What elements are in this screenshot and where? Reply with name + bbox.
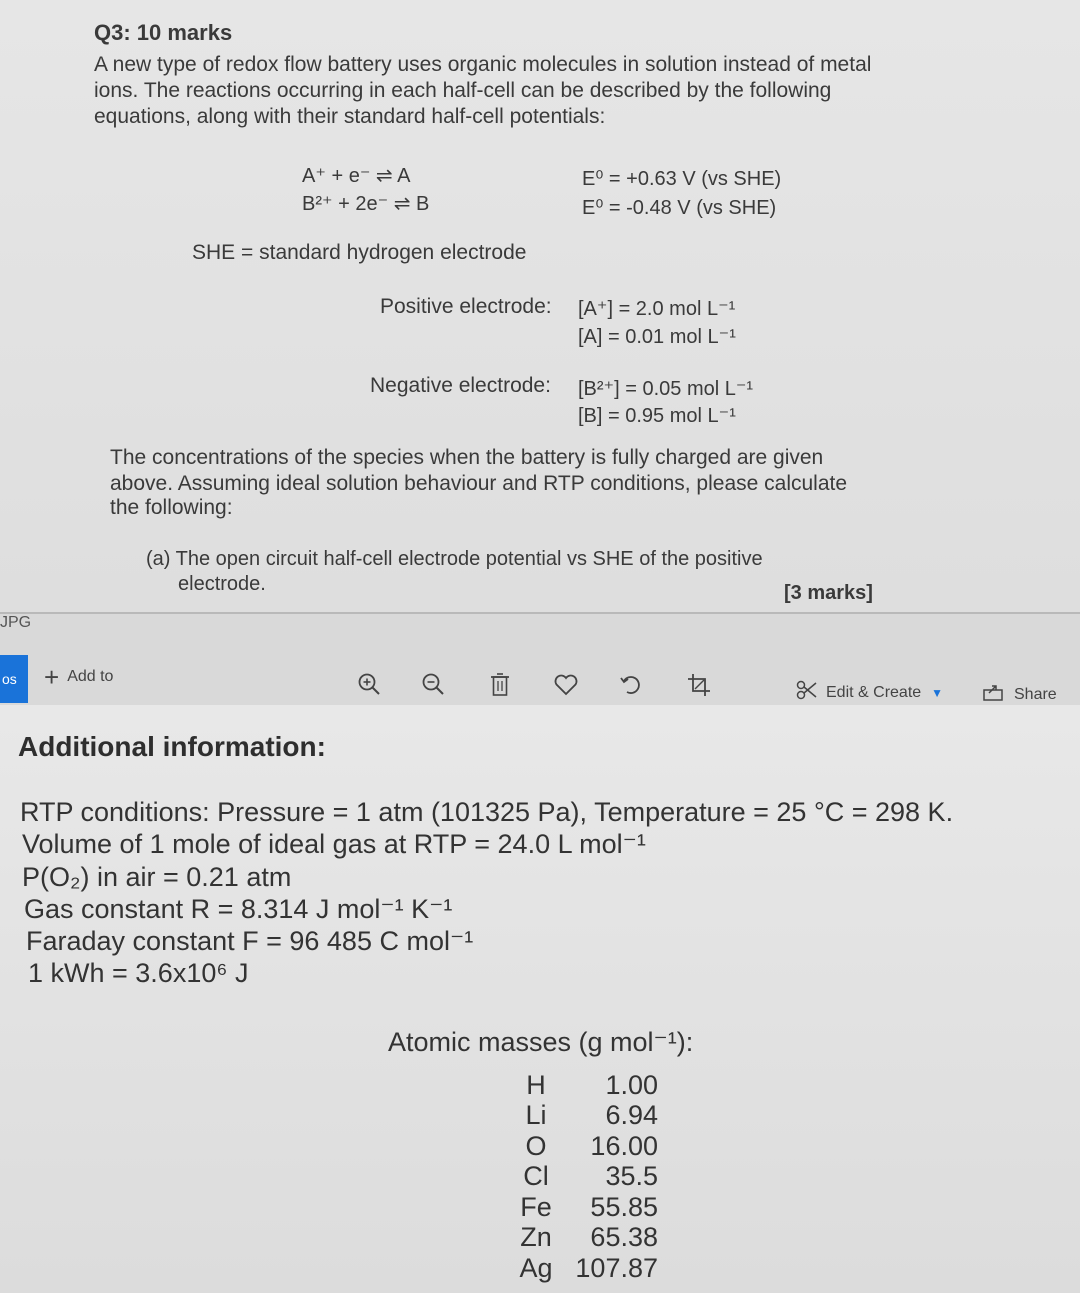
negative-electrode-label: Negative electrode: [370,374,551,397]
crop-icon[interactable] [686,672,712,698]
part-a-line2: electrode. [178,573,266,595]
element-mass: 6.94 [605,1100,658,1131]
delete-icon[interactable] [488,672,512,698]
additional-info-panel [0,705,1080,1293]
info-line-volume: Volume of 1 mole of ideal gas at RTP = 24.0 L mol⁻¹ [22,829,646,859]
info-line-faraday: Faraday constant F = 96 485 C mol⁻¹ [26,926,474,956]
positive-conc-a-plus: [A⁺] = 2.0 mol L⁻¹ [578,298,736,320]
mass-row [510,1253,658,1284]
mass-row [510,1070,658,1101]
image-viewer-toolbar [0,655,1080,705]
info-line-po2: P(O₂) in air = 0.21 atm [22,862,292,892]
element-symbol: Ag [519,1252,553,1283]
element-mass: 55.85 [590,1191,658,1222]
mass-row [510,1131,658,1162]
zoom-in-icon[interactable] [356,671,382,697]
element-symbol: H [526,1069,546,1100]
mass-row [510,1162,658,1193]
negative-conc-b: [B] = 0.95 mol L⁻¹ [578,405,736,427]
element-mass: 65.38 [590,1222,658,1253]
mass-row [510,1101,658,1132]
document-panel [0,0,1080,612]
info-line-gas-constant: Gas constant R = 8.314 J mol⁻¹ K⁻¹ [24,894,453,924]
edit-create-label: Edit & Create [826,683,922,701]
left-tab[interactable]: os [0,655,28,703]
share-button[interactable] [982,682,1057,707]
part-a-line1: (a) The open circuit half-cell electrode potential vs SHE of the positive [146,548,763,570]
element-symbol: Cl [523,1161,549,1192]
element-symbol: O [525,1130,547,1161]
she-definition: SHE = standard hydrogen electrode [192,241,527,264]
add-to-label: Add to [67,668,114,685]
positive-electrode-label: Positive electrode: [380,295,552,318]
question-title: Q3: 10 marks [94,20,233,45]
element-mass: 107.87 [575,1252,658,1283]
atomic-masses-title: Atomic masses (g mol⁻¹): [388,1027,694,1057]
plus-icon: + [44,662,60,692]
atomic-masses-table [510,1070,658,1284]
element-mass: 16.00 [590,1130,658,1161]
edit-create-icon [796,680,818,705]
concentrations-text-3: the following: [110,496,233,519]
element-symbol: Zn [520,1222,552,1253]
edit-create-button[interactable] [796,680,943,705]
add-to-button[interactable] [44,662,114,692]
share-icon [982,682,1004,707]
positive-conc-a: [A] = 0.01 mol L⁻¹ [578,326,736,348]
mass-row [510,1192,658,1223]
reaction-a: A⁺ + e⁻ ⇌ A [302,165,411,187]
file-type-label: JPG [0,614,32,631]
negative-conc-b2-plus: [B²⁺] = 0.05 mol L⁻¹ [578,378,754,400]
potential-b: E⁰ = -0.48 V (vs SHE) [582,197,777,219]
info-line-kwh: 1 kWh = 3.6x10⁶ J [28,958,249,988]
question-intro: A new type of redox flow battery uses organic molecules in solution instead of metal ions. The reactions occurring in each half-cell can be described by the following equations, along with their standard half-cell potentials: [94,53,872,128]
part-a-marks: [3 marks] [784,582,873,604]
chevron-down-icon: ▼ [931,685,944,700]
zoom-out-icon[interactable] [420,671,446,697]
mass-row [510,1223,658,1254]
rotate-icon[interactable] [618,672,644,698]
element-symbol: Li [525,1100,547,1131]
concentrations-text-1: The concentrations of the species when the battery is fully charged are given [110,446,824,469]
info-line-rtp: RTP conditions: Pressure = 1 atm (101325 Pa), Temperature = 25 °C = 298 K. [20,797,954,827]
element-mass: 35.5 [605,1161,658,1192]
panel-divider [0,612,1080,614]
concentrations-text-2: above. Assuming ideal solution behaviour and RTP conditions, please calculate [110,472,848,495]
potential-a: E⁰ = +0.63 V (vs SHE) [582,168,782,190]
share-label: Share [1014,685,1057,703]
reaction-b: B²⁺ + 2e⁻ ⇌ B [302,193,430,215]
element-symbol: Fe [520,1191,552,1222]
additional-info-title: Additional information: [18,731,326,762]
element-mass: 1.00 [605,1069,658,1100]
heart-icon[interactable] [553,673,579,697]
